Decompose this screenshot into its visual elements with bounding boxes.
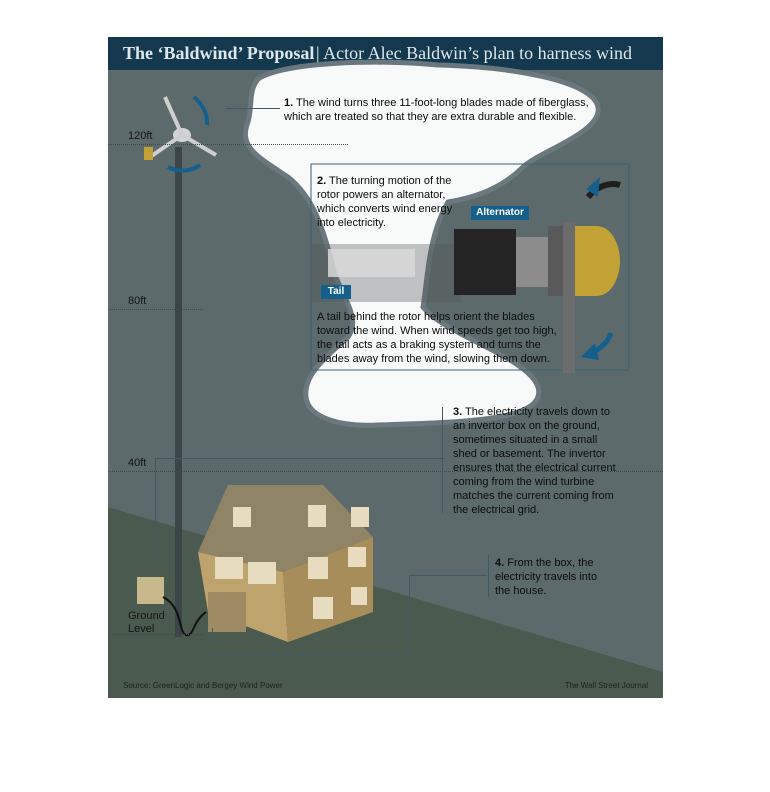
height-label-80: 80ft: [128, 295, 147, 307]
infographic-title: The ‘Baldwind’ Proposal: [123, 43, 315, 63]
height-label-40: 40ft: [128, 457, 147, 469]
invertor-box: [137, 577, 164, 604]
alternator-tag: Alternator: [471, 206, 529, 220]
leader-line-3: [155, 458, 445, 459]
step-2-text: 2. The turning motion of the rotor powers an alternator, which converts wind energy into electricity.: [317, 175, 453, 229]
ground-level-label: Ground Level: [128, 610, 165, 635]
infographic: [108, 37, 663, 698]
rotor-hub: [575, 226, 620, 296]
turbine-tower: [175, 147, 182, 637]
ground-slope: [108, 507, 663, 698]
height-label-120: 120ft: [128, 130, 153, 142]
tail-note: A tail behind the rotor helps orient the blades toward the wind. When wind speeds get too high, the tail acts as a braking system and turns the blades away from the wind, slowing them down.: [317, 311, 557, 365]
tail-tag: Tail: [321, 285, 351, 299]
infographic-subtitle: | Actor Alec Baldwin’s plan to harness wind: [316, 43, 633, 63]
credit-note: The Wall Street Journal: [564, 681, 648, 690]
house: [198, 485, 373, 642]
step-3-text: 3. The electricity travels down to an invertor box on the ground, sometimes situated in a small shed or basement. The invertor ensures that the electrical current coming from the wind turbine matches the current coming from the electrical grid.: [453, 406, 616, 516]
leader-line-1: [226, 108, 280, 109]
illustration: [108, 37, 663, 698]
leader-line-4: [212, 628, 213, 656]
step-1-text: 1. The wind turns three 11-foot-long blades made of fiberglass, which are treated so that they are extra durable and flexible.: [284, 97, 589, 123]
source-note: Source: GreenLogic and Bergey Wind Power: [123, 681, 283, 690]
step-4-text: 4. From the box, the electricity travels into the house.: [495, 557, 598, 597]
